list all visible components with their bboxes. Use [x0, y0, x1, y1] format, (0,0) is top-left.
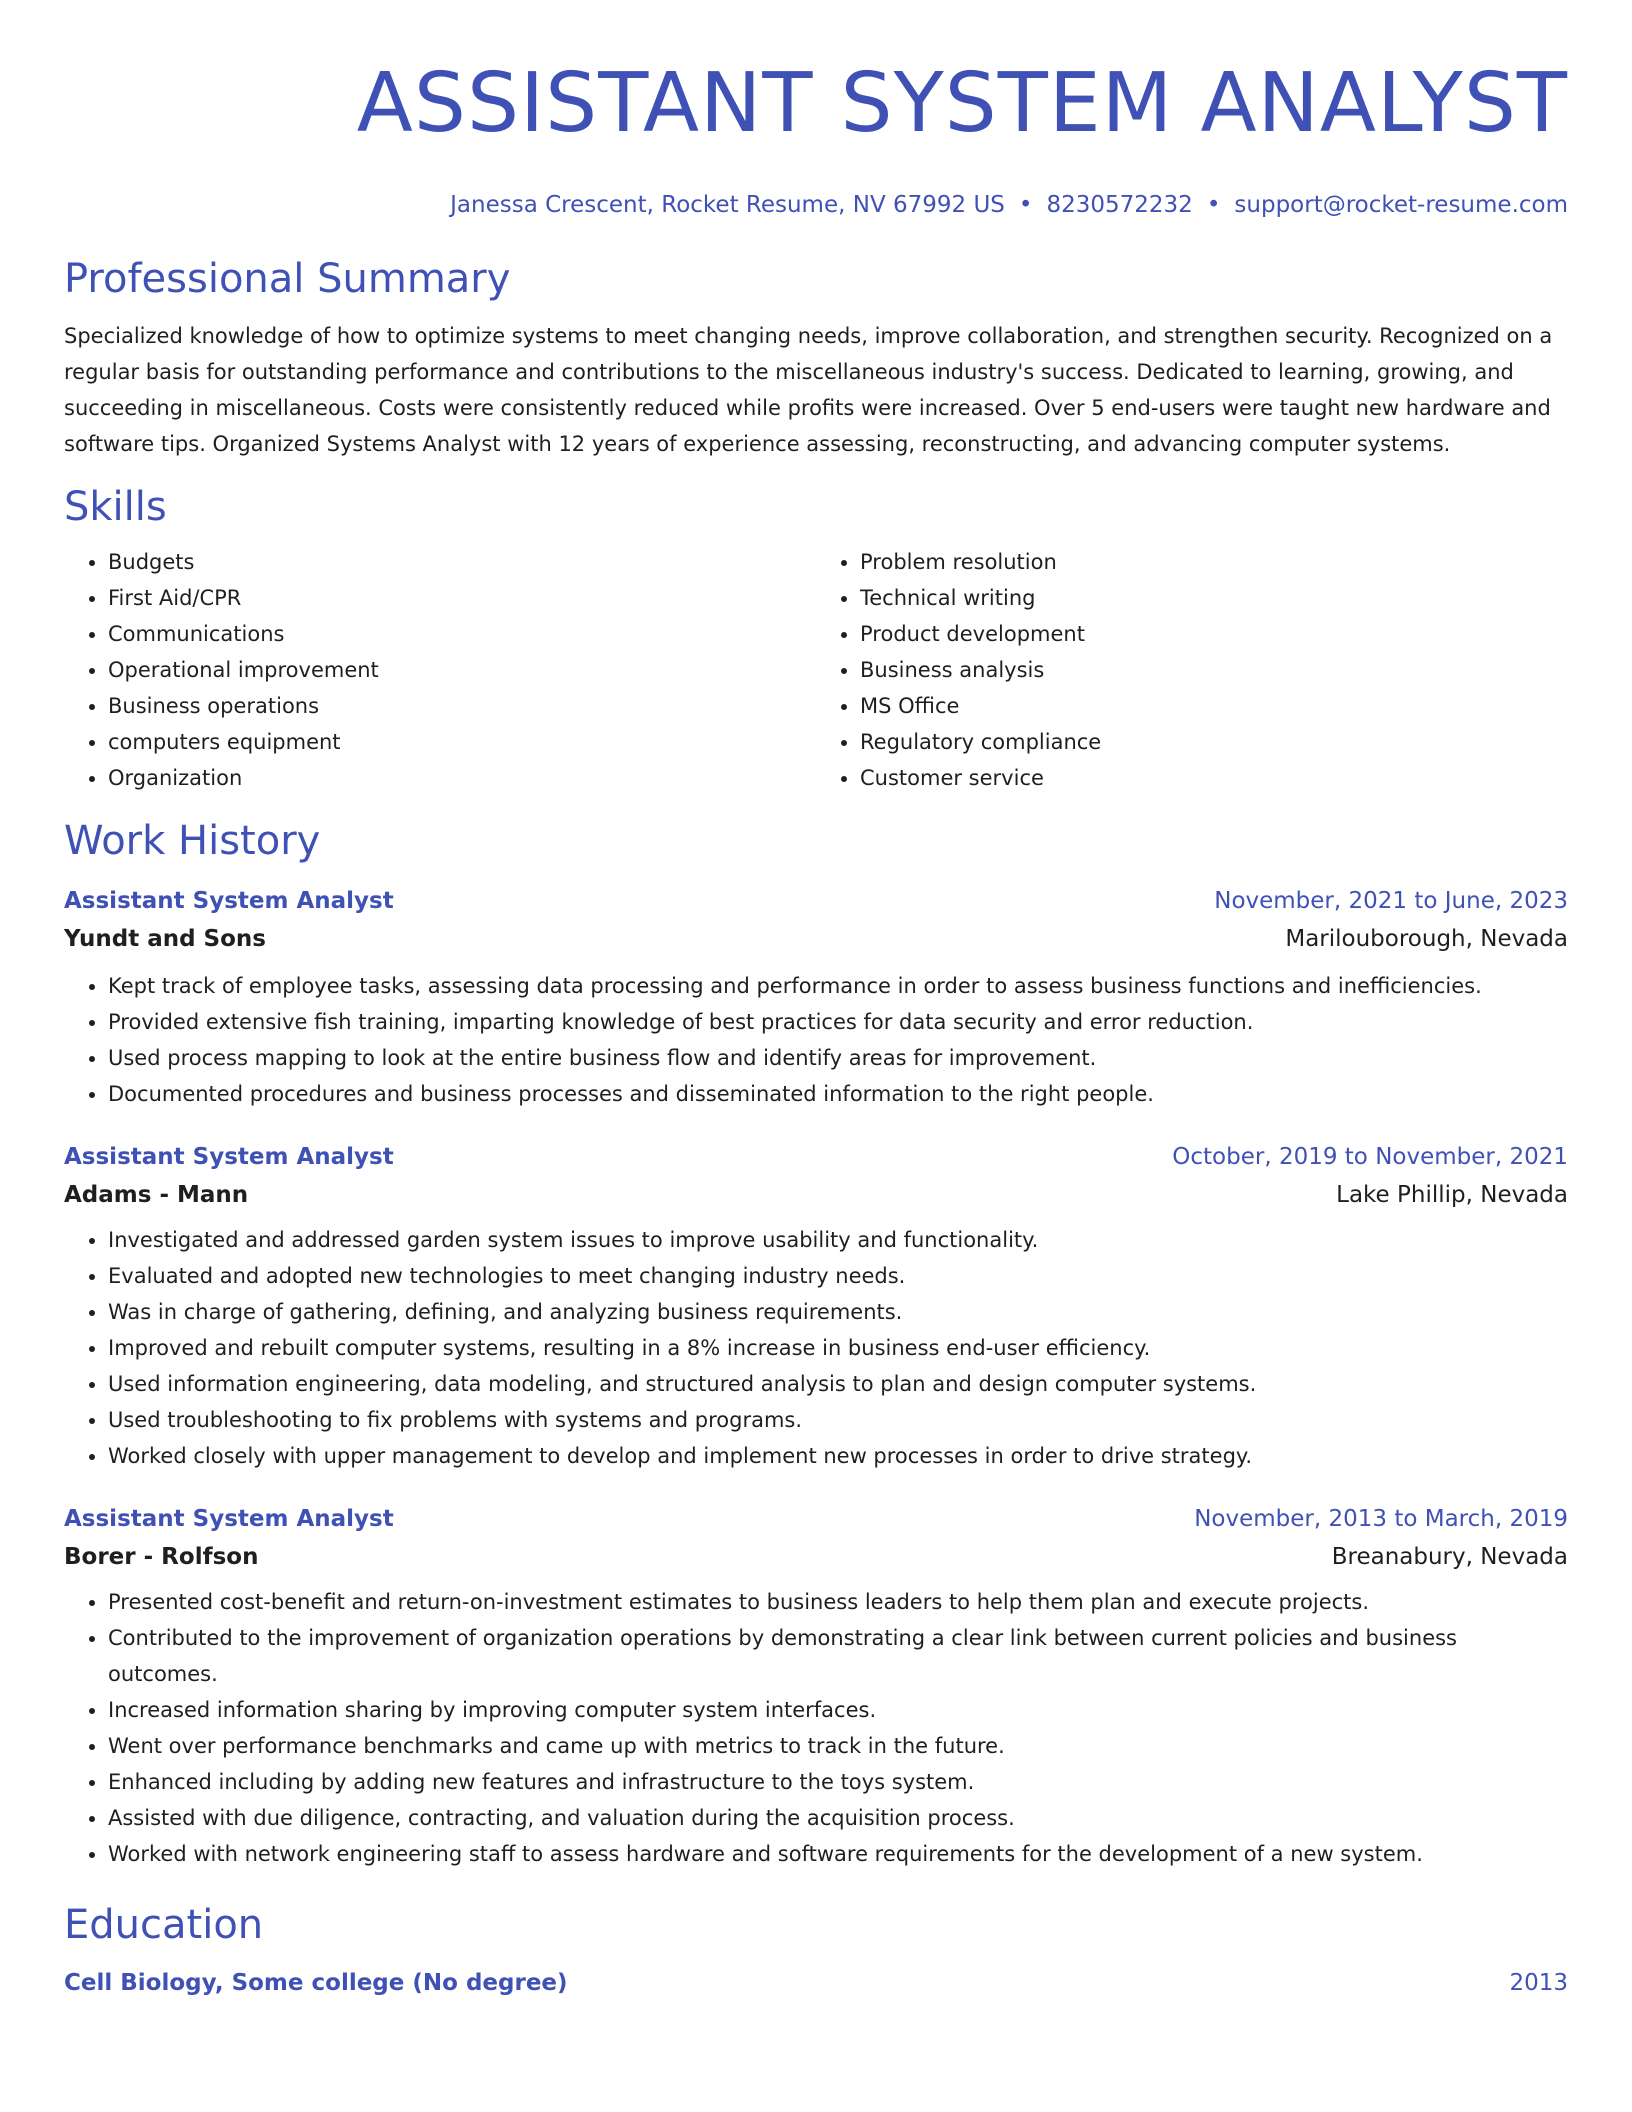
- job-dates: November, 2013 to March, 2019: [1194, 1506, 1568, 1532]
- job-bullet: • Used information engineering, data modeling, and structured analysis to plan and design computer systems.: [108, 1366, 1568, 1402]
- contact-email[interactable]: support@rocket-resume.com: [1234, 192, 1568, 218]
- job-header: [64, 1142, 1568, 1172]
- job-bullet: • Was in charge of gathering, defining, and analyzing business requirements.: [108, 1294, 1568, 1330]
- job-company: Adams - Mann: [64, 1182, 249, 1208]
- job-bullet: • Enhanced including by adding new features and infrastructure to the toys system.: [108, 1764, 1568, 1800]
- skill-item: • Operational improvement: [108, 652, 816, 688]
- education-year: 2013: [1509, 1970, 1568, 1996]
- job-bullet: • Worked closely with upper management to develop and implement new processes in order to drive strategy.: [108, 1438, 1568, 1474]
- contact-address: Janessa Crescent, Rocket Resume, NV 67992 US: [450, 192, 1005, 218]
- resume-title: ASSISTANT SYSTEM ANALYST: [356, 56, 1568, 151]
- skill-item: • MS Office: [860, 688, 1568, 724]
- job-bullet: • Used process mapping to look at the entire business flow and identify areas for improvement.: [108, 1040, 1568, 1076]
- job-bullet: • Evaluated and adopted new technologies to meet changing industry needs.: [108, 1258, 1568, 1294]
- skills-heading: Skills: [64, 484, 167, 530]
- contact-separator: •: [1018, 192, 1033, 218]
- job-bullet: • Worked with network engineering staff to assess hardware and software requirements for the development of a new system.: [108, 1836, 1568, 1872]
- job-bullet: • Improved and rebuilt computer systems, resulting in a 8% increase in business end-user efficiency.: [108, 1330, 1568, 1366]
- skill-item: • Customer service: [860, 760, 1568, 796]
- summary-text: Specialized knowledge of how to optimize systems to meet changing needs, improve collaboration, and strengthen security. Recognized on a regular basis for outstanding performance and contributions to the miscellaneous industry's success. Dedicated to learning, growing, and succeeding in miscellaneous. Costs were consistently reduced while profits were increased. Over 5 end-users were taught new hardware and software tips. Organized Systems Analyst with 12 years of experience assessing, reconstructing, and advancing computer systems.: [64, 324, 1553, 456]
- contact-phone: 8230572232: [1046, 192, 1193, 218]
- job-dates: November, 2021 to June, 2023: [1214, 888, 1568, 914]
- skill-item: • Regulatory compliance: [860, 724, 1568, 760]
- education-heading: Education: [64, 1902, 264, 1948]
- job-bullets: [64, 1222, 1568, 1474]
- job-bullet: • Provided extensive fish training, imparting knowledge of best practices for data security and error reduction.: [108, 1004, 1568, 1040]
- job-entry: [64, 1142, 1568, 1474]
- job-entry: [64, 1504, 1568, 1872]
- education-entry: [64, 1968, 1568, 1998]
- skill-item: • Communications: [108, 616, 816, 652]
- job-header: [64, 1504, 1568, 1534]
- job-bullet: • Presented cost-benefit and return-on-investment estimates to business leaders to help them plan and execute projects.: [108, 1584, 1568, 1620]
- work-history-heading: Work History: [64, 818, 321, 864]
- job-bullets: [64, 1584, 1568, 1872]
- job-bullet: • Contributed to the improvement of organization operations by demonstrating a clear link between current policies and business outcomes.: [108, 1620, 1568, 1692]
- job-title: Assistant System Analyst: [64, 1506, 394, 1532]
- job-location: Marilouborough, Nevada: [1285, 926, 1568, 952]
- skill-item: • Business analysis: [860, 652, 1568, 688]
- job-bullet: • Kept track of employee tasks, assessing data processing and performance in order to assess business functions and inefficiencies.: [108, 968, 1568, 1004]
- job-bullet: • Documented procedures and business processes and disseminated information to the right people.: [108, 1076, 1568, 1112]
- job-subheader: [64, 1180, 1568, 1210]
- job-title: Assistant System Analyst: [64, 1144, 394, 1170]
- skill-item: • First Aid/CPR: [108, 580, 816, 616]
- job-subheader: [64, 924, 1568, 954]
- job-bullet: • Increased information sharing by improving computer system interfaces.: [108, 1692, 1568, 1728]
- skills-column-left: [64, 544, 816, 796]
- contact-separator: •: [1206, 192, 1221, 218]
- job-subheader: [64, 1542, 1568, 1572]
- skills-column-right: [816, 544, 1568, 796]
- job-bullet: • Used troubleshooting to fix problems with systems and programs.: [108, 1402, 1568, 1438]
- skill-item: • Business operations: [108, 688, 816, 724]
- summary-heading: Professional Summary: [64, 256, 511, 302]
- skill-item: • Product development: [860, 616, 1568, 652]
- job-bullets: [64, 968, 1568, 1112]
- skill-item: • computers equipment: [108, 724, 816, 760]
- skills-list: [64, 544, 1568, 796]
- job-title: Assistant System Analyst: [64, 888, 394, 914]
- education-degree: Cell Biology, Some college (No degree): [64, 1970, 568, 1996]
- skill-item: • Problem resolution: [860, 544, 1568, 580]
- job-company: Yundt and Sons: [64, 926, 266, 952]
- job-entry: [64, 886, 1568, 1112]
- skill-item: • Organization: [108, 760, 816, 796]
- skill-item: • Technical writing: [860, 580, 1568, 616]
- job-header: [64, 886, 1568, 916]
- job-bullet: • Went over performance benchmarks and came up with metrics to track in the future.: [108, 1728, 1568, 1764]
- job-bullet: • Investigated and addressed garden system issues to improve usability and functionality.: [108, 1222, 1568, 1258]
- job-company: Borer - Rolfson: [64, 1544, 259, 1570]
- job-dates: October, 2019 to November, 2021: [1172, 1144, 1568, 1170]
- job-location: Lake Phillip, Nevada: [1336, 1182, 1568, 1208]
- job-bullet: • Assisted with due diligence, contracting, and valuation during the acquisition process.: [108, 1800, 1568, 1836]
- skill-item: • Budgets: [108, 544, 816, 580]
- contact-line: [64, 190, 1568, 220]
- job-location: Breanabury, Nevada: [1331, 1544, 1568, 1570]
